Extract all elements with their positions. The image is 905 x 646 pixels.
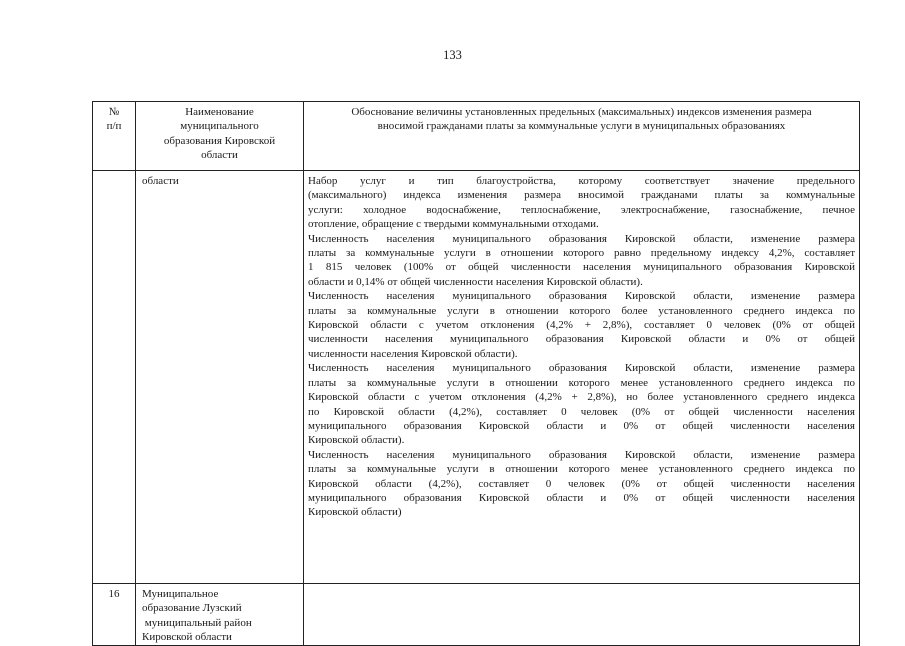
justification-line: 1 815 человек (100% от общей численности населения муниципального образования Кировской [308, 261, 855, 274]
header-text-line: п/п [106, 120, 122, 133]
header-text-line: Наименование [185, 106, 254, 118]
municipality-name-line: Кировской области [142, 631, 232, 644]
header-text-line: области [201, 149, 238, 162]
header-number-cell [93, 102, 136, 171]
justification-line: области и 0,14% от общей численности населения Кировской области). [308, 275, 643, 288]
row-number-cell [93, 171, 136, 584]
table-row [93, 171, 860, 584]
justification-paragraph [304, 289, 859, 361]
justification-line: Численность населения муниципального образования Кировской области, изменение размера [308, 448, 855, 461]
municipality-name-line: Муниципальное [142, 588, 219, 600]
justification-line: Кировской области). [308, 434, 405, 447]
row-municipality-cell [136, 171, 304, 584]
justification-line: Набор услуг и тип благоустройства, которому соответствует значение предельного [308, 175, 855, 187]
row-justification-cell [304, 584, 860, 646]
header-name-cell [136, 102, 304, 171]
header-text-line: муниципального [180, 120, 259, 133]
justification-line: Кировской области с учетом отклонения (4,2% + 2,8%), но более установленного среднего индекса [308, 391, 855, 404]
justification-line: платы за коммунальные услуги в отношении которого более установленного среднего индекса по [308, 304, 855, 317]
justification-paragraph [304, 174, 859, 232]
justification-line: Кировской области (4,2%), составляет 0 человек (0% от общей численности населения [308, 477, 855, 490]
justification-line: (максимального) индекса изменения размера вносимой гражданами платы за коммунальные [308, 189, 855, 202]
header-justification-cell [304, 102, 860, 171]
justification-line: Численность населения муниципального образования Кировской области, изменение размера [308, 362, 855, 375]
justification-paragraph [304, 448, 859, 520]
justification-line: муниципального образования Кировской области и 0% от общей численности населения [308, 419, 855, 432]
justification-line: платы за коммунальные услуги в отношении которого равно предельному индексу 4,2%, составляет [308, 247, 855, 260]
page-number: 133 [443, 48, 462, 62]
municipal-index-table [92, 101, 860, 646]
justification-line: платы за коммунальные услуги в отношении которого менее установленного среднего индекса по [308, 463, 855, 476]
justification-line: Численность населения муниципального образования Кировской области, изменение размера [308, 290, 855, 303]
header-text-line: № [108, 106, 120, 118]
row-municipality-cell [136, 584, 304, 646]
justification-paragraph [304, 232, 859, 290]
municipality-name-line: образование Лузский [142, 602, 242, 615]
justification-line: отопление, обращение с твердыми коммунальными отходами. [308, 218, 599, 231]
municipality-name-line: муниципальный район [142, 616, 252, 629]
header-text-line: образования Кировской [163, 134, 276, 147]
header-text-line: Обоснование величины установленных предельных (максимальных) индексов изменения размера [351, 106, 812, 118]
table-row [93, 584, 860, 646]
header-text-line: вносимой гражданами платы за коммунальные услуги в муниципальных образованиях [377, 120, 786, 133]
justification-line: Кировской области с учетом отклонения (4,2% + 2,8%), составляет 0 человек (0% от общей [308, 319, 855, 332]
justification-line: по Кировской области (4,2%), составляет 0 человек (0% от общей численности населения [308, 405, 855, 418]
row-number-cell: 16 [93, 584, 136, 646]
municipality-name-line: области [142, 175, 179, 187]
justification-line: Численность населения муниципального образования Кировской области, изменение размера [308, 232, 855, 245]
justification-line: услуги: холодное водоснабжение, теплоснабжение, электроснабжение, газоснабжение, печное [308, 203, 855, 216]
justification-line: муниципального образования Кировской области и 0% от общей численности населения [308, 491, 855, 504]
justification-line: Кировской области) [308, 506, 402, 519]
justification-paragraph [304, 361, 859, 447]
table-header-row [93, 102, 860, 171]
justification-line: платы за коммунальные услуги в отношении которого менее установленного среднего индекса по [308, 376, 855, 389]
row-justification-cell [304, 171, 860, 584]
justification-line: численности населения Кировской области). [308, 347, 518, 360]
justification-line: численности населения муниципального образования Кировской области и 0% от общей [308, 333, 855, 346]
